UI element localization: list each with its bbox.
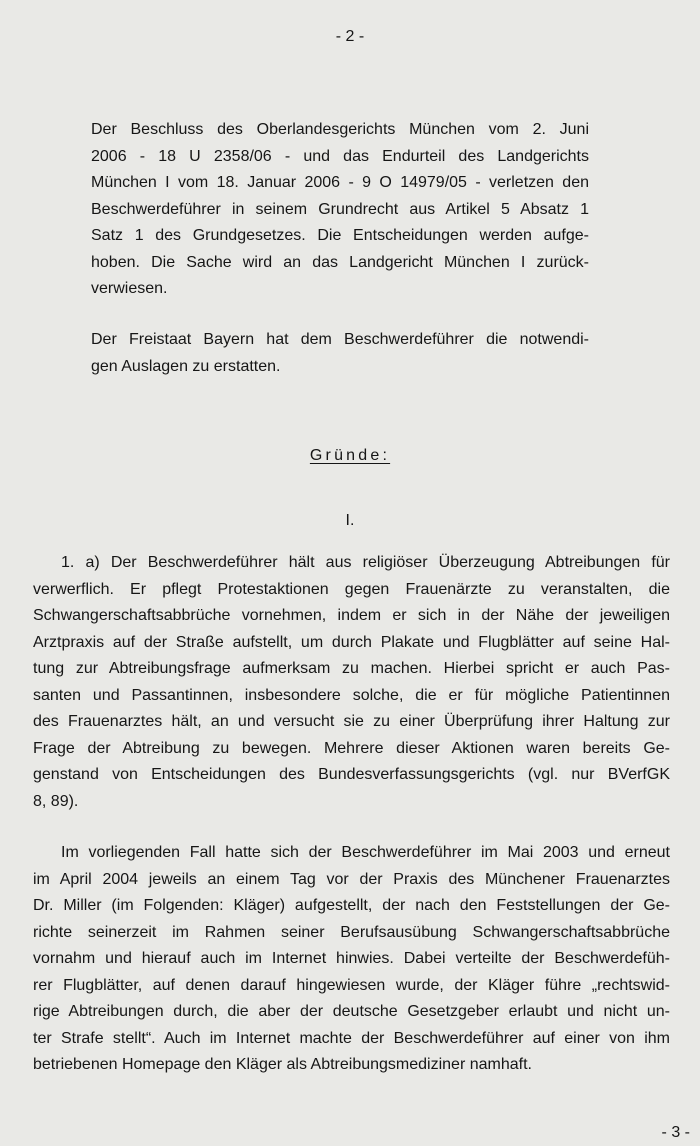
text-line: verwerflich. Er pflegt Protestaktionen gegen Frauenärzte zu veranstalten, die bbox=[33, 580, 670, 598]
text-line: Der Freistaat Bayern hat dem Beschwerdeführer die notwendi- bbox=[91, 331, 589, 348]
text-line: hoben. Die Sache wird an das Landgericht München I zurück- bbox=[91, 253, 589, 271]
text-line: Im vorliegenden Fall hatte sich der Beschwerdeführer im Mai 2003 und erneut bbox=[61, 844, 670, 861]
text-line: verwiesen. bbox=[91, 280, 168, 297]
text-line: rer Flugblätter, auf denen darauf hingewiesen wurde, der Kläger führe „rechtswid- bbox=[33, 976, 670, 994]
text-line: Frage der Abtreibung zu bewegen. Mehrere dieser Aktionen waren bereits Ge- bbox=[33, 739, 670, 757]
page-number-bottom: - 3 - bbox=[661, 1124, 690, 1141]
text-line: richte seinerzeit im Rahmen seiner Berufsausübung Schwangerschaftsabbrüche bbox=[33, 923, 670, 941]
text-line: Dr. Miller (im Folgenden: Kläger) aufgestellt, der nach den Feststellungen der Ge- bbox=[33, 897, 670, 914]
text-line: Satz 1 des Grundgesetzes. Die Entscheidungen werden aufge- bbox=[91, 227, 589, 244]
section-number: I. bbox=[345, 512, 355, 529]
text-line: santen und Passantinnen, insbesondere solche, die er für mögliche Patientinnen bbox=[33, 686, 670, 704]
text-line: Schwangerschaftsabbrüche vornehmen, indem er sich in der Nähe der jeweiligen bbox=[33, 607, 670, 624]
body-paragraph-2 bbox=[33, 840, 670, 1079]
text-line: genstand von Entscheidungen des Bundesverfassungsgerichts (vgl. nur BVerfGK bbox=[33, 766, 670, 783]
text-line: des Frauenarztes hält, an und versucht sie zu einer Überprüfung ihrer Haltung zur bbox=[33, 713, 670, 730]
text-line: München I vom 18. Januar 2006 - 9 O 14979/05 - verletzen den bbox=[91, 174, 589, 191]
text-line: 2006 - 18 U 2358/06 - und das Endurteil des Landgerichts bbox=[91, 147, 589, 165]
text-line: tung zur Abtreibungsfrage aufmerksam zu machen. Hierbei spricht er auch Pas- bbox=[33, 660, 670, 677]
text-line: ter Strafe stellt“. Auch im Internet machte der Beschwerdeführer auf einer von ihm bbox=[33, 1029, 670, 1047]
text-line: 8, 89). bbox=[33, 792, 79, 810]
text-line: im April 2004 jeweils an einem Tag vor der Praxis des Münchener Frauenarztes bbox=[33, 870, 670, 888]
page-number-top: - 2 - bbox=[335, 28, 365, 45]
reasons-heading bbox=[0, 447, 700, 465]
text-line: betriebenen Homepage den Kläger als Abtreibungsmediziner namhaft. bbox=[33, 1056, 532, 1073]
tenor-paragraph-1 bbox=[91, 117, 589, 303]
text-line: gen Auslagen zu erstatten. bbox=[91, 357, 281, 375]
text-line: 1. a) Der Beschwerdeführer hält aus religiöser Überzeugung Abtreibungen für bbox=[61, 554, 670, 571]
text-line: Arztpraxis auf der Straße aufstellt, um durch Plakate und Flugblätter auf seine Hal- bbox=[33, 633, 670, 651]
reasons-heading-text: Gründe: bbox=[309, 447, 391, 464]
tenor-paragraph-2 bbox=[91, 327, 589, 380]
text-line: vornahm und hierauf auch im Internet hinwies. Dabei verteilte der Beschwerdefüh- bbox=[33, 950, 670, 967]
text-line: Der Beschluss des Oberlandesgerichts München vom 2. Juni bbox=[91, 121, 589, 138]
body-paragraph-1 bbox=[33, 550, 670, 815]
text-line: Beschwerdeführer in seinem Grundrecht aus Artikel 5 Absatz 1 bbox=[91, 200, 589, 218]
text-line: rige Abtreibungen durch, die aber der deutsche Gesetzgeber erlaubt und nicht un- bbox=[33, 1003, 670, 1020]
